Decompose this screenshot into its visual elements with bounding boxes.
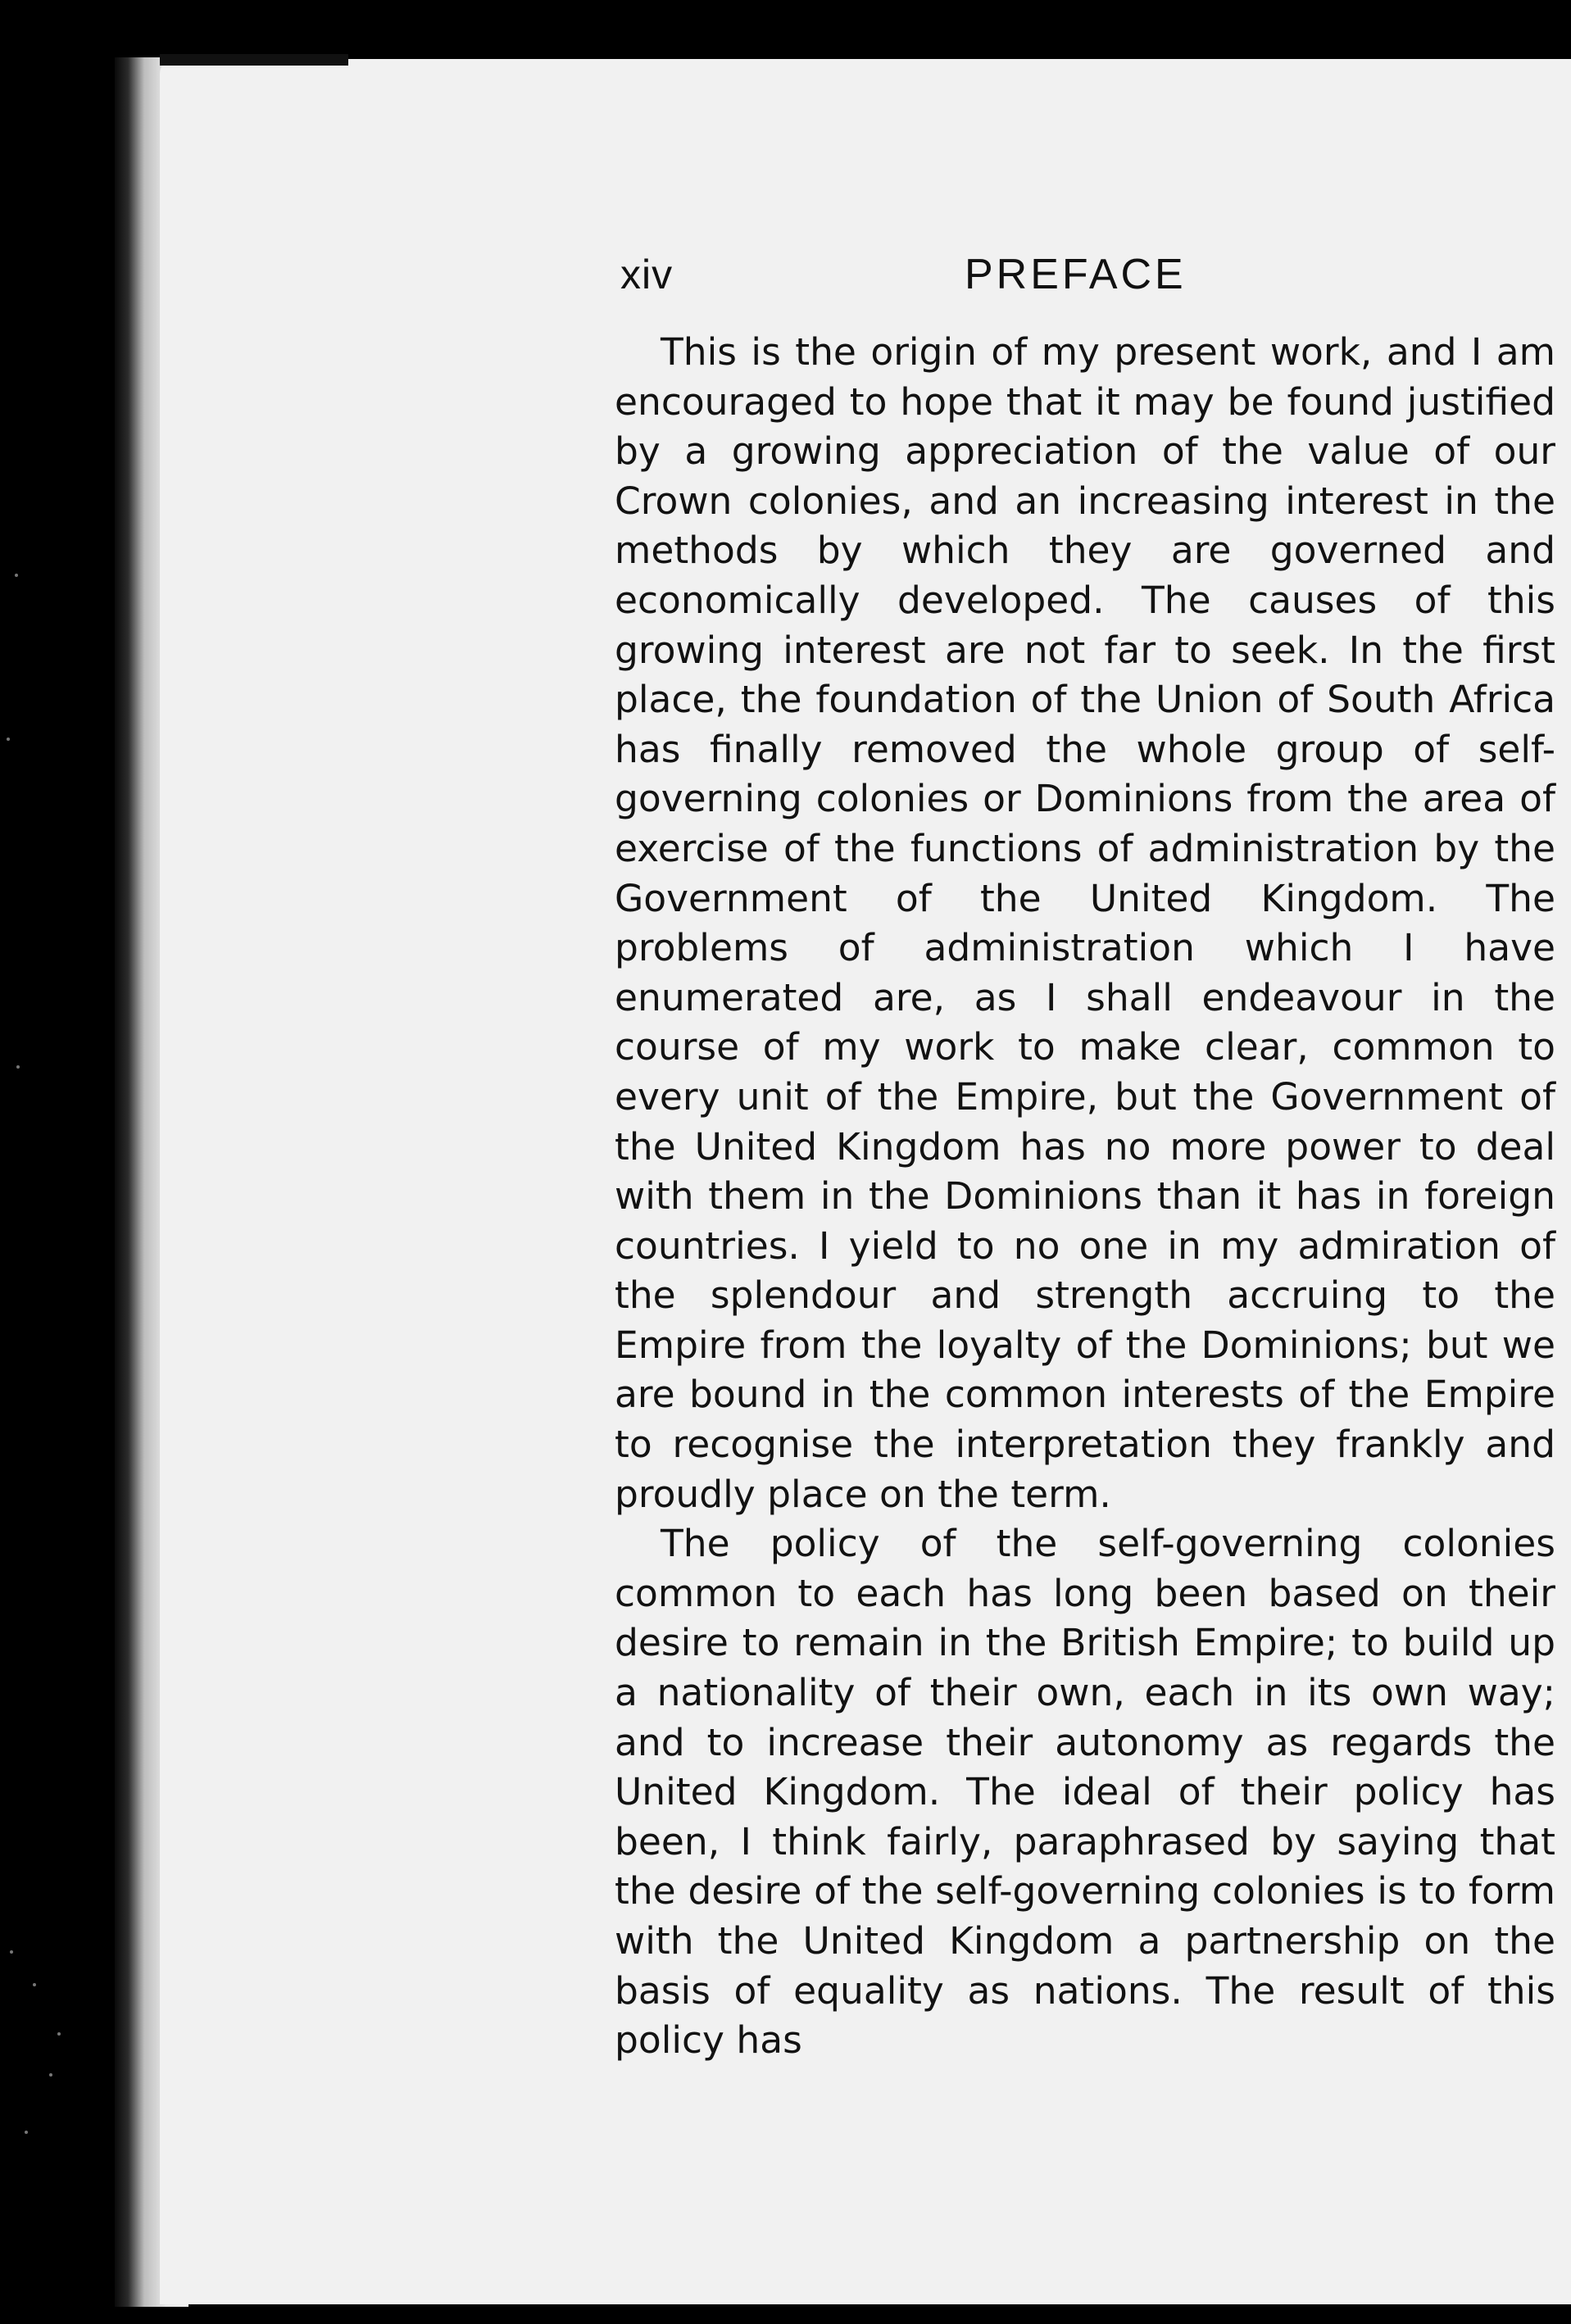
running-head bbox=[620, 246, 1555, 311]
paragraph: This is the origin of my present work, and I am encouraged to hope that it may be found justified by a growing appreciation of the value of our Crown colonies, and an increasing interest in the methods by which they are governed and economically developed. The causes of this growing interest are not far to seek. In the first place, the foundation of the Union of South Africa has finally removed the whole group of self-governing colonies or Dominions from the area of exercise of the functions of administration by the Government of the United Kingdom. The problems of administration which I have enumerated are, as I shall endeavour in the course of my work to make clear, common to every unit of the Empire, but the Government of the United Kingdom has no more power to deal with them in the Dominions than it has in foreign countries. I yield to no one in my admiration of the splendour and strength accruing to the Empire from the loyalty of the Dominions; but we are bound in the common interests of the Empire to recognise the interpretation they frankly and proudly place on the term. bbox=[615, 330, 1555, 1516]
running-title: PREFACE bbox=[965, 251, 1187, 298]
scan-speck bbox=[49, 2073, 52, 2077]
paragraph: The policy of the self-governing colonies common to each has long been based on their desire to remain in the British Empire; to build up a nationality of their own, each in its own way; and to increase their autonomy as regards the United Kingdom. The ideal of their policy has been, I think fairly, paraphrased by saying that the desire of the self-governing colonies is to form with the United Kingdom a partnership on the basis of equality as nations. The result of this policy has bbox=[615, 1522, 1555, 2063]
scan-speck bbox=[7, 738, 10, 741]
scan-margin-specks bbox=[0, 0, 115, 2324]
page-number: xiv bbox=[620, 252, 674, 297]
page-top-shadow bbox=[160, 54, 348, 66]
body-text bbox=[615, 328, 1555, 2066]
scan-speck bbox=[57, 2032, 61, 2036]
scan-speck bbox=[10, 1950, 13, 1954]
scan-speck bbox=[25, 2131, 28, 2134]
scan-speck bbox=[16, 1065, 20, 1069]
scan-speck bbox=[15, 574, 18, 577]
scan-speck bbox=[33, 1983, 36, 1986]
